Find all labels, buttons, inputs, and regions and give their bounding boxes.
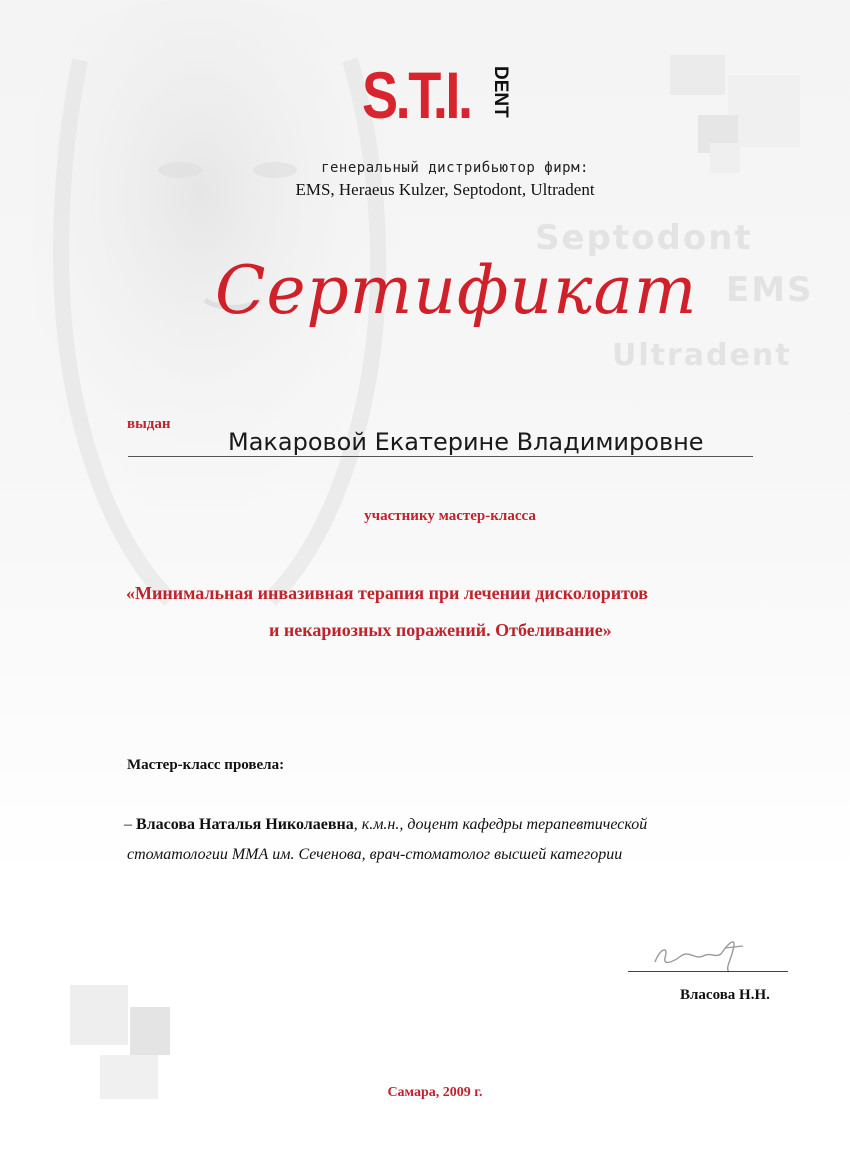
sti-dent-logo	[362, 58, 522, 142]
course-title-line-2: и некариозных поражений. Отбеливание»	[269, 620, 612, 640]
logo-dent-label: DENT	[490, 66, 511, 118]
handwritten-signature	[625, 932, 795, 980]
certificate-title: Сертификат	[215, 252, 698, 329]
logo-wordmark: S.T.I.	[362, 58, 471, 132]
watermark-septodont: Septodont	[535, 218, 753, 258]
recipient-underline	[128, 456, 753, 457]
participant-label: участнику мастер-класса	[364, 508, 536, 524]
lecturer-regalia-start: , к.м.н., доцент кафедры терапевтической	[353, 816, 648, 833]
decor-squares-bottom	[70, 985, 190, 1100]
watermark-ultradent: Ultradent	[612, 338, 792, 373]
lecturer-dash: –	[124, 816, 136, 833]
lecturer-line-1	[124, 816, 647, 834]
lecturer-name: Власова Наталья Николаевна	[136, 816, 354, 833]
issued-label: выдан	[127, 416, 171, 432]
recipient-name: Макаровой Екатерине Владимировне	[228, 428, 704, 456]
distributor-caption: генеральный дистрибьютор фирм:	[321, 160, 589, 176]
course-title-line-1: «Минимальная инвазивная терапия при лечении дисколоритов	[126, 583, 648, 603]
signature-line	[628, 971, 788, 972]
distributor-brands: EMS, Heraeus Kulzer, Septodont, Ultradent	[295, 180, 595, 199]
city-year: Самара, 2009 г.	[387, 1085, 483, 1100]
watermark-ems: EMS	[726, 270, 814, 310]
signer-name: Власова Н.Н.	[680, 987, 770, 1003]
conducted-by-label: Мастер-класс провела:	[127, 757, 285, 773]
lecturer-line-2: стоматологии ММА им. Сеченова, врач-стоматолог высшей категории	[127, 846, 623, 863]
